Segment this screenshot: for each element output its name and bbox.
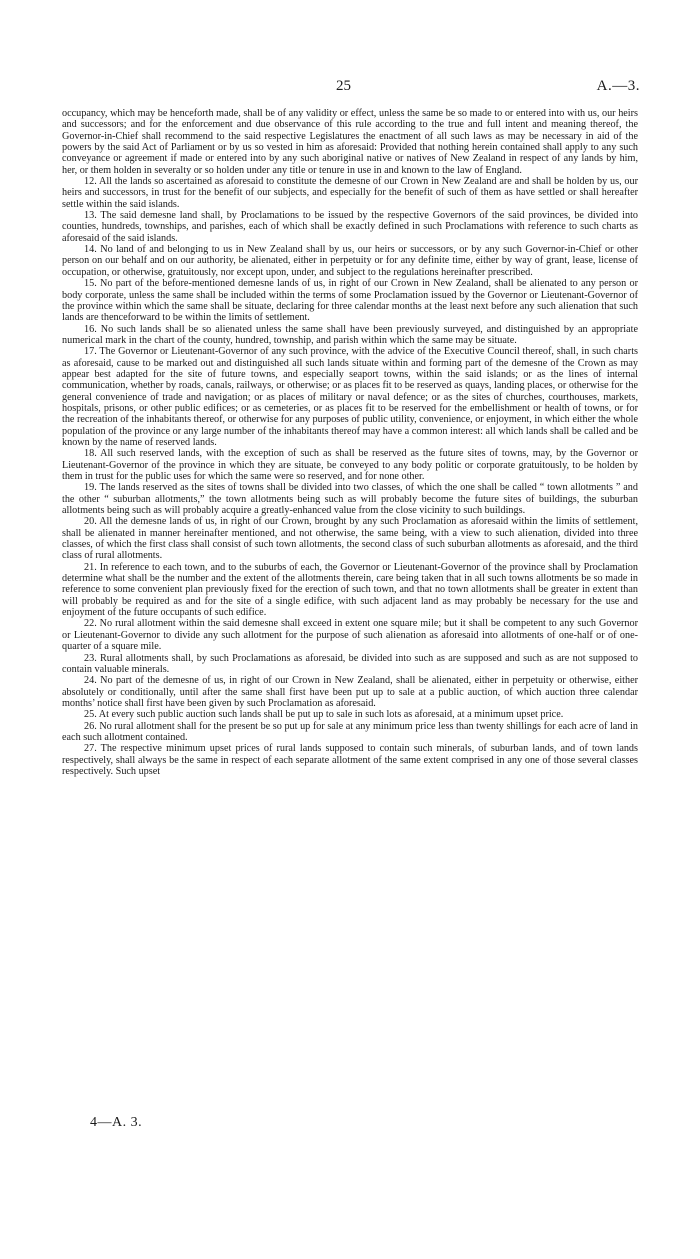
signature-mark: 4—A. 3.: [90, 1115, 143, 1130]
paragraph-23: 23. Rural allotments shall, by such Proclamations as aforesaid, be divided into such as are supposed and such as are not supposed to contain valuable minerals.: [62, 652, 638, 675]
paragraph-25: 25. At every such public auction such lands shall be put up to sale in such lots as aforesaid, at a minimum upset price.: [84, 709, 564, 721]
paragraph-18: 18. All such reserved lands, with the exception of such as shall be reserved as the future sites of towns, may, by the Governor or Lieutenant-Governor of the province in which they are situate, be conveyed to any body politic or corporate gratuitously, to be holden by them in trust for the public uses for which the same were so reserved, and for none other.: [62, 448, 638, 482]
paragraph-21: 21. In reference to each town, and to the suburbs of each, the Governor or Lieutenant-Governor of the province shall by Proclamation determine what shall be the number and the extent of the allotments therein, care being taken that in all such towns allotments be so made in reference to some convenient plan previously fixed for the erection of such town, and that no town allotments shall be greater in extent than will probably be required as and for the site of a single edifice, with such adjacent land as may probably be necessary for the use and enjoyment of the future occupants of such edifice.: [62, 561, 638, 619]
page-header: [0, 78, 700, 98]
paragraph-continuation: occupancy, which may be henceforth made, shall be of any validity or effect, unless the same be so made to or entered into with us, our heirs and successors; and for the enforcement and due observance of this rule according to the true and full intent and meaning thereof, the Governor-in-Chief shall recommend to the said respective Legislatures the enactment of all such laws as may be necessary in aid of the powers by the said Act of Parliament or by us so vested in him as aforesaid: Provided that nothing herein contained shall apply to any such conveyance or agreement if made or entered into by any such aboriginal native or natives of New Zealand in respect of any lands by him, her, or them holden in severalty or so holden under any title or tenure in use in and known to the law of England.: [62, 108, 638, 176]
paragraph-12: 12. All the lands so ascertained as aforesaid to constitute the demesne of our Crown in New Zealand are and shall be holden by us, our heirs and successors, in trust for the benefit of our subjects, and especially for the benefit of such of them as have settled or shall hereafter settle within the said islands.: [62, 176, 638, 210]
paragraph-13: 13. The said demesne land shall, by Proclamations to be issued by the respective Governors of the said provinces, be divided into counties, hundreds, townships, and parishes, each of which shall be exactly defined in such Proclamations with reference to such charts as aforesaid of the said islands.: [62, 210, 638, 244]
paragraph-20: 20. All the demesne lands of us, in right of our Crown, brought by any such Proclamation as aforesaid within the limits of settlement, shall be alienated in manner hereinafter mentioned, and not otherwise, the same being, with a view to such alienation, divided into three classes, of which the first class shall consist of such town allotments, the second class of such suburban allotments as aforesaid, and the third class of rural allotments.: [62, 516, 638, 562]
paragraph-16: 16. No such lands shall be so alienated unless the same shall have been previously surveyed, and distinguished by an appropriate numerical mark in the chart of the county, hundred, township, and parish within which the same may be situate.: [62, 323, 638, 346]
paragraph-22: 22. No rural allotment within the said demesne shall exceed in extent one square mile; but it shall be competent to any such Governor or Lieutenant-Governor to divide any such allotment for the purpose of such alienation as aforesaid into allotments of one-half or of one-quarter of a square mile.: [62, 618, 638, 653]
paragraph-14: 14. No land of and belonging to us in New Zealand shall by us, our heirs or successors, or by any such Governor-in-Chief or other person on our behalf and on our authority, be alienated, either in perpetuity or for any definite time, either by way of grant, lease, license of occupation, or otherwise, gratuitously, nor except upon, under, and subject to the regulations hereinafter prescribed.: [62, 244, 638, 278]
paragraph-15: 15. No part of the before-mentioned demesne lands of us, in right of our Crown in New Zealand, shall be alienated to any person or body corporate, unless the same shall be included within the terms of some Proclamation issued by the Governor or Lieutenant-Governor of the province within which the same shall be situate, declaring for three calendar months at the least next before any such alienation that such lands are thenceforward to be within the limits of settlement.: [62, 278, 638, 324]
body-text: [62, 108, 638, 777]
paragraph-24: 24. No part of the demesne of us, in right of our Crown in New Zealand, shall be alienated, either in perpetuity or otherwise, either absolutely or conditionally, until after the same shall first have been put up to sale at a public auction, of which auction three calendar months’ notice shall first have been given by such Proclamation as aforesaid.: [62, 675, 638, 709]
paragraph-27: 27. The respective minimum upset prices of rural lands supposed to contain such minerals, of suburban lands, and of town lands respectively, shall always be the same in respect of each separate allotment of the same extent comprised in any one of those several classes respectively. Such upset: [62, 743, 638, 777]
document-reference: A.—3.: [596, 78, 640, 94]
paragraph-26: 26. No rural allotment shall for the present be so put up for sale at any minimum price less than twenty shillings for each acre of land in each such allotment contained.: [62, 720, 638, 743]
paragraph-19: 19. The lands reserved as the sites of towns shall be divided into two classes, of which the one shall be called “ town allotments ” and the other “ suburban allotments,” the town allotments being such as will probably become the future sites of buildings, the suburban allotments being such as will probably acquire a greatly-enhanced value from the close vicinity to such buildings.: [62, 482, 638, 517]
page-number: 25: [336, 78, 351, 94]
paragraph-17: 17. The Governor or Lieutenant-Governor of any such province, with the advice of the Executive Council thereof, shall, in such charts as aforesaid, cause to be marked out and distinguished all such lands situate within and forming part of the demesne of the Crown as may appear best adapted for the site of future towns, and especially seaport towns, within the said islands; or as the lines of internal communication, whether by roads, canals, railways, or otherwise; or as places fit to be reserved as quays, landing places, or otherwise for the general convenience of trade and navigation; or as places of military or naval defence; or as the sites of churches, courthouses, markets, hospitals, prisons, or other public edifices; or as cemeteries, or as places fit to be reserved for the embellishment or health of towns, or for the recreation of the inhabitants thereof, or otherwise for any purposes of public utility, convenience, or enjoyment, in which either the whole population of the province or any large number of the inhabitants thereof may have a common interest: all which lands shall be called and be known by the name of reserved lands.: [62, 346, 638, 448]
